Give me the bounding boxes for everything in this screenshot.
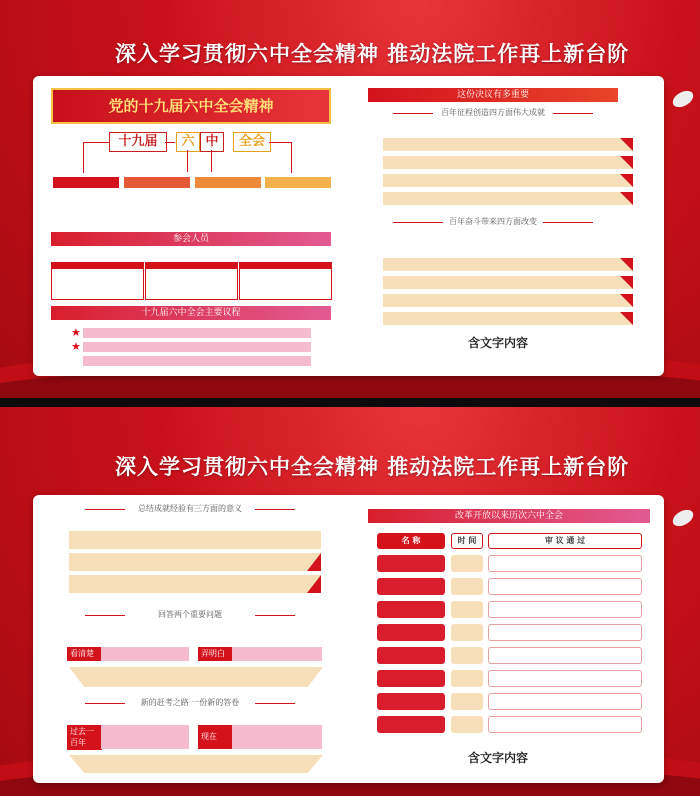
star-icon: ★ xyxy=(71,340,81,353)
connector-line xyxy=(187,150,188,172)
name-cell xyxy=(377,624,445,641)
review-cell xyxy=(488,670,642,687)
time-cell xyxy=(451,693,483,710)
footer-text: 含文字内容 xyxy=(467,336,528,350)
main-title: 党的十九届六中全会精神 xyxy=(108,97,274,115)
divider-line xyxy=(543,222,593,223)
tag-19th: 十九届 xyxy=(109,132,167,152)
divider-line xyxy=(255,703,295,704)
column-header-name: 名 称 xyxy=(377,533,445,549)
divider-line xyxy=(85,509,125,510)
content-row xyxy=(383,156,633,169)
tag-past-century: 过去一 百年 xyxy=(67,725,102,750)
tag-six: 六 xyxy=(176,132,200,152)
agenda-row xyxy=(83,356,311,366)
content-row xyxy=(383,312,633,325)
time-cell xyxy=(451,624,483,641)
divider-line xyxy=(255,509,295,510)
column-header-time: 时 间 xyxy=(451,533,483,549)
name-cell xyxy=(377,716,445,733)
divider-line xyxy=(85,615,125,616)
content-row xyxy=(383,174,633,187)
agenda-row xyxy=(83,342,311,352)
time-cell xyxy=(451,647,483,664)
separator xyxy=(0,398,700,407)
content-panel xyxy=(33,76,664,376)
color-block-orange-red xyxy=(124,177,190,188)
answer-row xyxy=(232,725,322,749)
content-row xyxy=(383,258,633,271)
review-cell xyxy=(488,624,642,641)
content-row xyxy=(69,575,321,593)
name-cell xyxy=(377,578,445,595)
time-cell xyxy=(451,555,483,572)
dove-icon xyxy=(670,89,695,110)
divider-line xyxy=(393,222,443,223)
connector-line xyxy=(83,142,110,173)
subheading: 百年征程创造四方面伟大成就 xyxy=(441,108,545,117)
right-title-bar: 改革开放以来历次六中全会 xyxy=(368,509,650,523)
divider-line xyxy=(255,615,295,616)
column-header-review: 审 议 通 过 xyxy=(488,533,642,549)
name-cell xyxy=(377,555,445,572)
answer-row xyxy=(232,647,322,661)
subheading: 百年奋斗带来四方面改变 xyxy=(449,217,537,226)
dove-icon xyxy=(670,508,695,529)
right-title-bar: 这份决议有多重要 xyxy=(368,88,618,102)
connector-line xyxy=(269,142,292,173)
page-title: 深入学习贯彻六中全会精神 推动法院工作再上新台阶 xyxy=(115,41,630,66)
review-cell xyxy=(488,716,642,733)
answer-row xyxy=(101,725,189,749)
main-title-banner xyxy=(51,88,331,124)
connector-line xyxy=(165,142,175,143)
answer-box xyxy=(69,755,323,773)
divider-line xyxy=(393,113,433,114)
subheading: 新的赶考之路 一份新的答卷 xyxy=(140,698,240,707)
time-cell xyxy=(451,601,483,618)
tag-understand: 弄明白 xyxy=(198,647,233,661)
connector-line xyxy=(211,150,212,172)
member-card xyxy=(51,262,144,300)
subheading: 总结成就经验有三方面的意义 xyxy=(138,504,242,513)
content-row xyxy=(383,276,633,289)
review-cell xyxy=(488,647,642,664)
name-cell xyxy=(377,693,445,710)
color-block-gold xyxy=(265,177,331,188)
page-title: 深入学习贯彻六中全会精神 推动法院工作再上新台阶 xyxy=(115,454,630,479)
color-block-red xyxy=(53,177,119,188)
poster-bottom xyxy=(0,407,700,796)
member-card xyxy=(145,262,238,300)
review-cell xyxy=(488,601,642,618)
name-cell xyxy=(377,601,445,618)
tag-now: 现在 xyxy=(198,725,233,749)
time-cell xyxy=(451,716,483,733)
answer-box xyxy=(69,667,323,687)
content-panel xyxy=(33,495,664,783)
review-cell xyxy=(488,555,642,572)
star-icon: ★ xyxy=(71,326,81,339)
agenda-row xyxy=(83,328,311,338)
subheading: 回答两个重要问题 xyxy=(158,610,222,619)
content-row xyxy=(383,294,633,307)
time-cell xyxy=(451,578,483,595)
divider-line xyxy=(553,113,593,114)
content-row xyxy=(383,138,633,151)
answer-row xyxy=(101,647,189,661)
agenda-bar: 十九届六中全会主要议程 xyxy=(51,306,331,320)
divider-line xyxy=(85,703,125,704)
time-cell xyxy=(451,670,483,687)
tag-see-clearly: 看清楚 xyxy=(67,647,102,661)
member-card xyxy=(239,262,332,300)
color-block-orange xyxy=(195,177,261,188)
tag-plenum: 全会 xyxy=(233,132,271,152)
content-row xyxy=(383,192,633,205)
review-cell xyxy=(488,693,642,710)
review-cell xyxy=(488,578,642,595)
participants-bar: 参会人员 xyxy=(51,232,331,246)
name-cell xyxy=(377,670,445,687)
content-row xyxy=(69,553,321,571)
content-row xyxy=(69,531,321,549)
name-cell xyxy=(377,647,445,664)
tag-middle: 中 xyxy=(200,132,224,152)
footer-text: 含文字内容 xyxy=(467,751,528,765)
